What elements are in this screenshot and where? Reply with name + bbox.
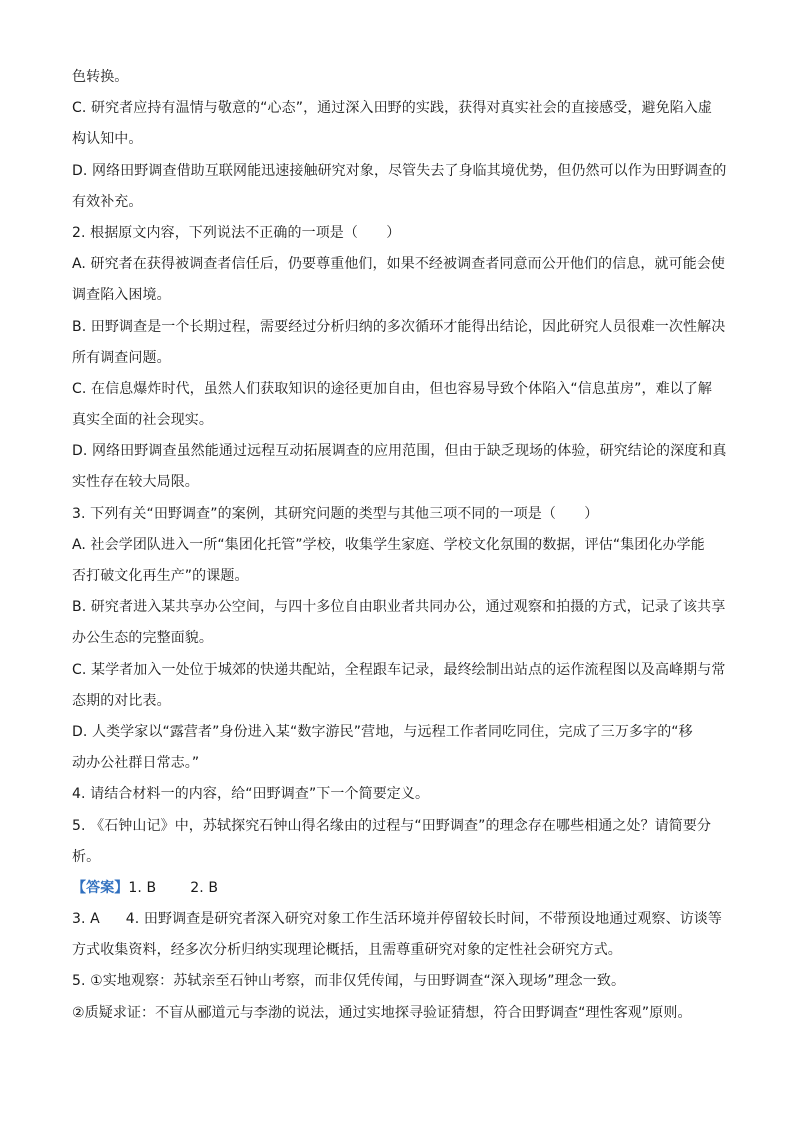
q2-option-a-line2: 调查陷入困境。 [72, 287, 171, 304]
q2-option-c-line1: C. 在信息爆炸时代，虽然人们获取知识的途径更加自由，但也容易导致个体陷入“信息茧房”，难以了解 [72, 380, 712, 397]
q4-stem: 4. 请结合材料一的内容，给“田野调查”下一个简要定义。 [72, 786, 430, 803]
answer-4-line1: 4. 田野调查是研究者深入研究对象工作生活环境并停留较长时间，不带预设地通过观察、访谈等 [125, 911, 723, 928]
q1-option-c-line1: C. 研究者应持有温情与敬意的“心态”，通过深入田野的实践，获得对真实社会的直接感受，避免陷入虚 [72, 100, 712, 117]
answer-1: 1. B [128, 879, 157, 896]
q1-continuation-line: 色转换。 [72, 69, 129, 85]
q3-option-a-line1: A. 社会学团队进入一所“集团化托管”学校，收集学生家庭、学校文化氛围的数据，评估“集团化办学能 [72, 536, 705, 553]
answer-3-4-line [72, 904, 724, 935]
q3-option-d-line1: D. 人类学家以“露营者”身份进入某“数字游民”营地，与远程工作者同吃同住，完成了三万多字的“移 [72, 723, 693, 740]
answer-5-line2: ②质疑求证：不盲从郦道元与李渤的说法，通过实地探寻验证猜想，符合田野调查“理性客观”原则。 [72, 1004, 692, 1021]
answer-header-line [72, 873, 724, 904]
answer-4-line2: 方式收集资料，经多次分析归纳实现理论概括，且需尊重研究对象的定性社会研究方式。 [72, 942, 622, 959]
q3-option-b-line1: B. 研究者进入某共享办公空间，与四十多位自由职业者共同办公，通过观察和拍摄的方式，记录了该共享 [72, 599, 726, 616]
answer-2: 2. B [190, 879, 219, 896]
q3-option-c-line1: C. 某学者加入一处位于城郊的快递共配站，全程跟车记录，最终绘制出站点的运作流程图以及高峰期与常 [72, 661, 726, 678]
q2-option-d-line2: 实性存在较大局限。 [72, 474, 199, 491]
q2-option-d-line1: D. 网络田野调查虽然能通过远程互动拓展调查的应用范围，但由于缺乏现场的体验，研究结论的深度和真 [72, 443, 727, 460]
answer-3: 3. A [72, 911, 100, 928]
q1-option-d-line1: D. 网络田野调查借助互联网能迅速接触研究对象，尽管失去了身临其境优势，但仍然可以作为田野调查的 [72, 162, 727, 179]
q2-option-b-line2: 所有调查问题。 [72, 349, 171, 366]
answer-5-line1: 5. ①实地观察：苏轼亲至石钟山考察，而非仅凭传闻，与田野调查“深入现场”理念一致。 [72, 973, 626, 990]
q2-stem: 2. 根据原文内容，下列说法不正确的一项是（ ） [72, 224, 401, 241]
answer-tag: 【答案】 [72, 879, 129, 896]
q3-option-b-line2: 办公生态的完整面貌。 [72, 630, 213, 647]
q2-option-c-line2: 真实全面的社会现实。 [72, 412, 213, 429]
q3-stem: 3. 下列有关“田野调查”的案例，其研究问题的类型与其他三项不同的一项是（ ） [72, 505, 599, 522]
q3-option-c-line2: 态期的对比表。 [72, 692, 171, 709]
document-page [72, 62, 727, 1029]
q2-option-b-line1: B. 田野调查是一个长期过程，需要经过分析归纳的多次循环才能得出结论，因此研究人员很难一次性解决 [72, 318, 726, 335]
q5-stem-line1: 5. 《石钟山记》中，苏轼探究石钟山得名缘由的过程与“田野调查”的理念存在哪些相通之处？请简要分 [72, 817, 712, 834]
q5-stem-line2: 析。 [72, 848, 101, 865]
q1-option-c-line2: 构认知中。 [72, 131, 143, 148]
q2-option-a-line1: A. 研究者在获得被调查者信任后，仍要尊重他们，如果不经被调查者同意而公开他们的信息，就可能会使 [72, 256, 726, 273]
q3-option-d-line2: 动办公社群日常志。” [72, 755, 200, 772]
q3-option-a-line2: 否打破文化再生产”的课题。 [72, 568, 249, 584]
q1-option-d-line2: 有效补充。 [72, 193, 143, 210]
